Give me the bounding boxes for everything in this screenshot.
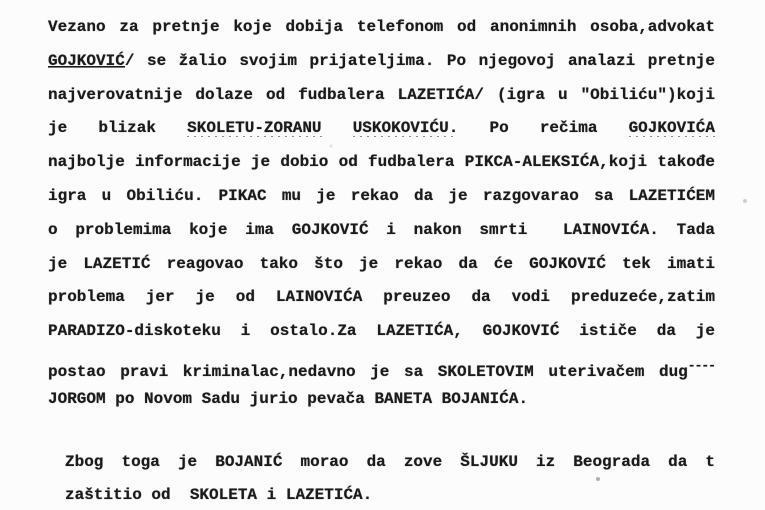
paragraph-bojanic-protection — [65, 446, 715, 510]
text-segment: problema jer je od LAINOVIĆA preuzeo da vodi preduzeće,zatim — [48, 288, 715, 307]
text-segment: Vezano za pretnje koje dobija telefonom od anonimnih osoba,advokat — [48, 18, 715, 36]
scan-noise-specks — [0, 0, 2, 2]
raised-dashes: ---- — [687, 357, 715, 373]
text-segment: PARADIZO-diskoteku i ostalo.Za LAZETIĆA, GOJKOVIĆ ističe da je — [48, 322, 715, 341]
text-line — [65, 446, 715, 480]
text-segment: najbolje informacije je dobio od fudbalera PIKCA-ALEKSIĆA,koji takođe — [48, 153, 715, 172]
text-line — [48, 248, 715, 282]
text-segment: Po rečima — [458, 119, 629, 138]
text-segment: najverovatnije dolaze od fudbalera LAZETIĆA/ (igra u "Obiliću")koji — [48, 85, 715, 104]
text-segment: / se žalio svojim prijateljima. Po njegovoj analazi pretnje — [124, 51, 715, 70]
paragraph-threats-report — [48, 11, 715, 417]
text-segment: igra u Obiliću. PIKAC mu je rekao da je razgovarao sa LAZETIĆEM — [48, 186, 715, 205]
text-line — [65, 479, 715, 510]
text-line — [48, 79, 715, 113]
text-segment: JORGOM po Novom Sadu jurio pevača BANETA BOJANIĆA. — [48, 389, 529, 408]
text-segment: je blizak — [48, 119, 188, 138]
underlined-name: USKOKOVIĆU. — [352, 119, 459, 138]
text-line — [48, 146, 715, 180]
text-line — [48, 315, 715, 349]
text-line — [48, 383, 715, 417]
text-segment: postao pravi kriminalac,nedavno je sa SKOLETOVIM uterivačem dug — [48, 362, 688, 381]
text-line — [48, 45, 715, 79]
text-segment: zaštitio od SKOLETA i LAZETIĆA. — [65, 486, 373, 505]
text-line — [48, 214, 715, 248]
text-segment: Zbog toga je BOJANIĆ morao da zove ŠLJUKU iz Beograda da t — [65, 452, 715, 471]
text-line — [48, 112, 715, 146]
text-line — [48, 180, 715, 214]
text-line — [48, 281, 715, 315]
text-segment: o problemima koje ima GOJKOVIĆ i nakon smrti LAINOVIĆA. Tada — [48, 220, 715, 239]
underlined-name: GOJKOVIĆ — [48, 51, 125, 70]
text-segment — [322, 119, 353, 137]
text-line — [48, 11, 715, 45]
text-line — [48, 349, 715, 383]
text-segment: je LAZETIĆ reagovao tako što je rekao da će GOJKOVIĆ tek imati — [48, 254, 715, 273]
underlined-name: GOJKOVIĆA — [628, 119, 715, 138]
underlined-name: SKOLETU-ZORANU — [187, 119, 322, 138]
